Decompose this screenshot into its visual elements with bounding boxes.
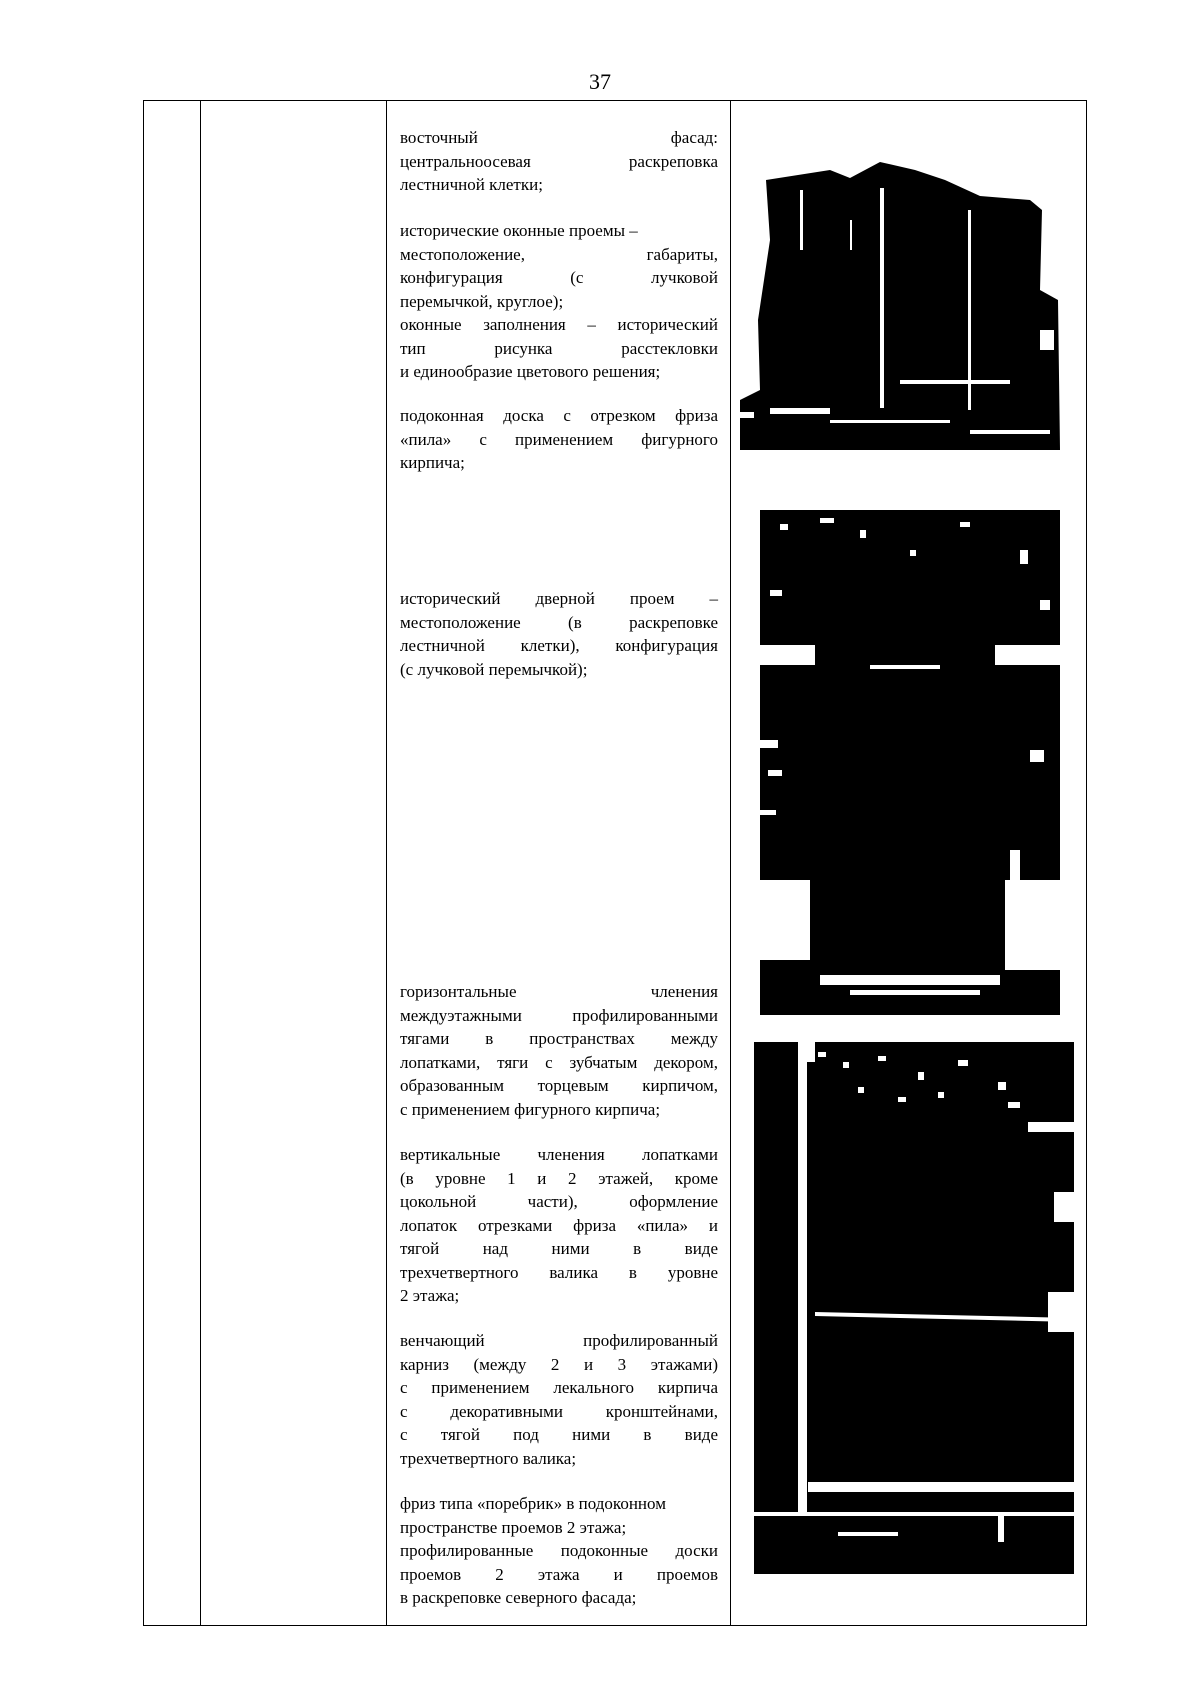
column-divider-3	[730, 100, 731, 1626]
column-divider-2	[386, 100, 387, 1626]
text-block-cornice: венчающий профилированный карниз (между 2 и 3 этажами) с применением лекального кирпича с декоративными кронштейнами, с тягой под ними в виде трехчетвертного валика;	[400, 1331, 718, 1468]
text-block-frieze: фриз типа «поребрик» в подоконном пространстве проемов 2 этажа; профилированные подоконные доски проемов 2 этажа и проемов в раскреповке северного фасада;	[400, 1494, 718, 1607]
text-block-vertical-divisions: вертикальные членения лопатками (в уровне 1 и 2 этажей, кроме цокольной части), оформление лопаток отрезками фриза «пила» и тягой над ними в виде трехчетвертного валика в уровне 2 этажа;	[400, 1145, 718, 1305]
text-block-door-opening: исторический дверной проем – местоположение (в раскреповке лестничной клетки), конфигурация (с лучковой перемычкой);	[400, 589, 718, 679]
column-divider-1	[200, 100, 201, 1626]
text-block-east-facade: восточный фасад: центральноосевая раскреповка лестничной клетки;	[400, 128, 718, 194]
text-block-horizontal-divisions: горизонтальные членения междуэтажными профилированными тягами в пространствах между лопатками, тяги с зубчатым декором, образованным торцевым кирпичом, с применением фигурного кирпича;	[400, 982, 718, 1119]
page-number: 37	[589, 69, 611, 94]
photo-door-opening	[760, 510, 1060, 1015]
text-block-window-sill: подоконная доска с отрезком фриза «пила» с применением фигурного кирпича;	[400, 406, 718, 472]
text-block-window-openings: исторические оконные проемы – местоположение, габариты, конфигурация (с лучковой перемычкой, круглое); оконные заполнения – исторический тип рисунка расстекловки и единообразие цветового решения;	[400, 221, 718, 381]
photo-east-facade	[740, 150, 1076, 450]
photo-facade-detail	[748, 1042, 1074, 1574]
